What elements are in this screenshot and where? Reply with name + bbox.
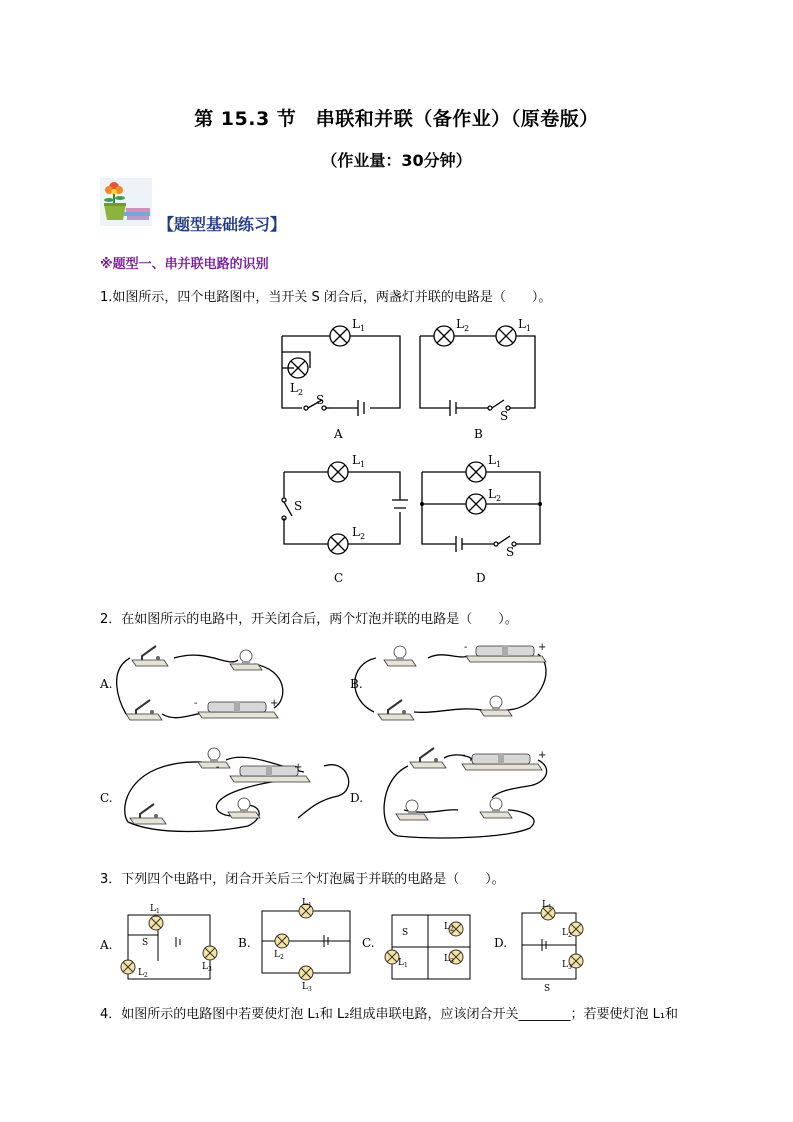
svg-text:L1: $L_1$ xyxy=(518,317,532,333)
q3-option-d: D. xyxy=(494,936,508,950)
svg-text:L3: $L_3$ xyxy=(302,982,312,993)
svg-text:L2: $L_2$ xyxy=(352,525,366,541)
svg-text:+: + xyxy=(270,698,279,709)
circuit-d-diagram xyxy=(422,462,540,552)
question-3-figure xyxy=(98,895,598,995)
svg-text:L3: $L_3$ xyxy=(202,962,212,973)
q3-option-a: A. xyxy=(100,938,113,952)
flowerpot-icon xyxy=(100,178,152,226)
question-4-text: 4．如图所示的电路图中若要使灯泡 L₁和 L₂组成串联电路，应该闭合开关________；若要使灯泡 L₁和 xyxy=(100,1007,679,1022)
svg-text:L1: $L_1$ xyxy=(150,904,160,915)
question-1-figure xyxy=(270,312,570,602)
svg-text:-: - xyxy=(216,762,220,773)
svg-text:S: S xyxy=(294,499,303,513)
section-heading: 【题型基础练习】 xyxy=(158,215,287,234)
svg-text:-: - xyxy=(462,750,466,761)
svg-text:L1: $L_1$ xyxy=(542,900,552,911)
svg-text:+: + xyxy=(538,750,547,761)
svg-text:S: S xyxy=(402,928,409,938)
svg-text:L1: $L_1$ xyxy=(352,317,366,333)
svg-text:S: S xyxy=(500,409,509,423)
type-heading: ※题型一、串并联电路的识别 xyxy=(100,257,269,272)
q3-option-b: B. xyxy=(238,936,251,950)
svg-text:L2: $L_2$ xyxy=(274,950,284,961)
q3-option-c: C. xyxy=(362,936,375,950)
q2-option-b: B. xyxy=(350,677,363,691)
question-1-text: 1.如图所示，四个电路图中，当开关 S 闭合后，两盏灯并联的电路是（ ）。 xyxy=(100,290,552,305)
svg-text:L1: $L_1$ xyxy=(398,958,408,969)
svg-text:+: + xyxy=(294,762,303,773)
question-2-figure xyxy=(98,640,558,850)
page-subtitle: （作业量：30分钟） xyxy=(321,151,472,170)
question-3-text: 3．下列四个电路中，闭合开关后三个灯泡属于并联的电路是（ ）。 xyxy=(100,872,505,887)
svg-text:S: S xyxy=(142,938,149,948)
svg-text:L1: $L_1$ xyxy=(352,453,366,469)
svg-text:L1: $L_1$ xyxy=(302,898,312,909)
question-2-text: 2．在如图所示的电路中，开关闭合后，两个灯泡并联的电路是（ ）。 xyxy=(100,612,518,627)
svg-text:S: S xyxy=(544,984,551,994)
svg-text:-: - xyxy=(194,698,198,709)
svg-text:L1: $L_1$ xyxy=(488,453,502,469)
svg-text:L2: $L_2$ xyxy=(562,928,572,939)
option-d-label: D xyxy=(476,571,486,585)
circuit-b-diagram xyxy=(420,326,535,416)
circuit-a-diagram xyxy=(282,326,400,416)
q2-option-c: C. xyxy=(100,791,113,805)
svg-text:S: S xyxy=(316,393,325,407)
option-a-label: A xyxy=(334,427,343,441)
svg-text:L2: $L_2$ xyxy=(456,317,470,333)
svg-text:L3: $L_3$ xyxy=(562,960,572,971)
svg-text:-: - xyxy=(464,642,468,653)
svg-text:L2: $L_2$ xyxy=(138,968,148,979)
svg-text:+: + xyxy=(538,642,547,653)
q2-option-a: A. xyxy=(100,677,113,691)
svg-text:S: S xyxy=(506,545,515,559)
svg-text:L3: $L_3$ xyxy=(444,954,454,965)
page-title: 第 15.3 节 串联和并联（备作业）（原卷版） xyxy=(194,108,599,130)
q2-option-d: D. xyxy=(350,791,364,805)
svg-text:L2: $L_2$ xyxy=(290,381,304,397)
svg-text:L2: $L_2$ xyxy=(444,922,454,933)
option-c-label: C xyxy=(334,571,344,585)
photo-circuit-b xyxy=(355,654,546,712)
svg-text:L2: $L_2$ xyxy=(488,487,502,503)
option-b-label: B xyxy=(474,427,483,441)
